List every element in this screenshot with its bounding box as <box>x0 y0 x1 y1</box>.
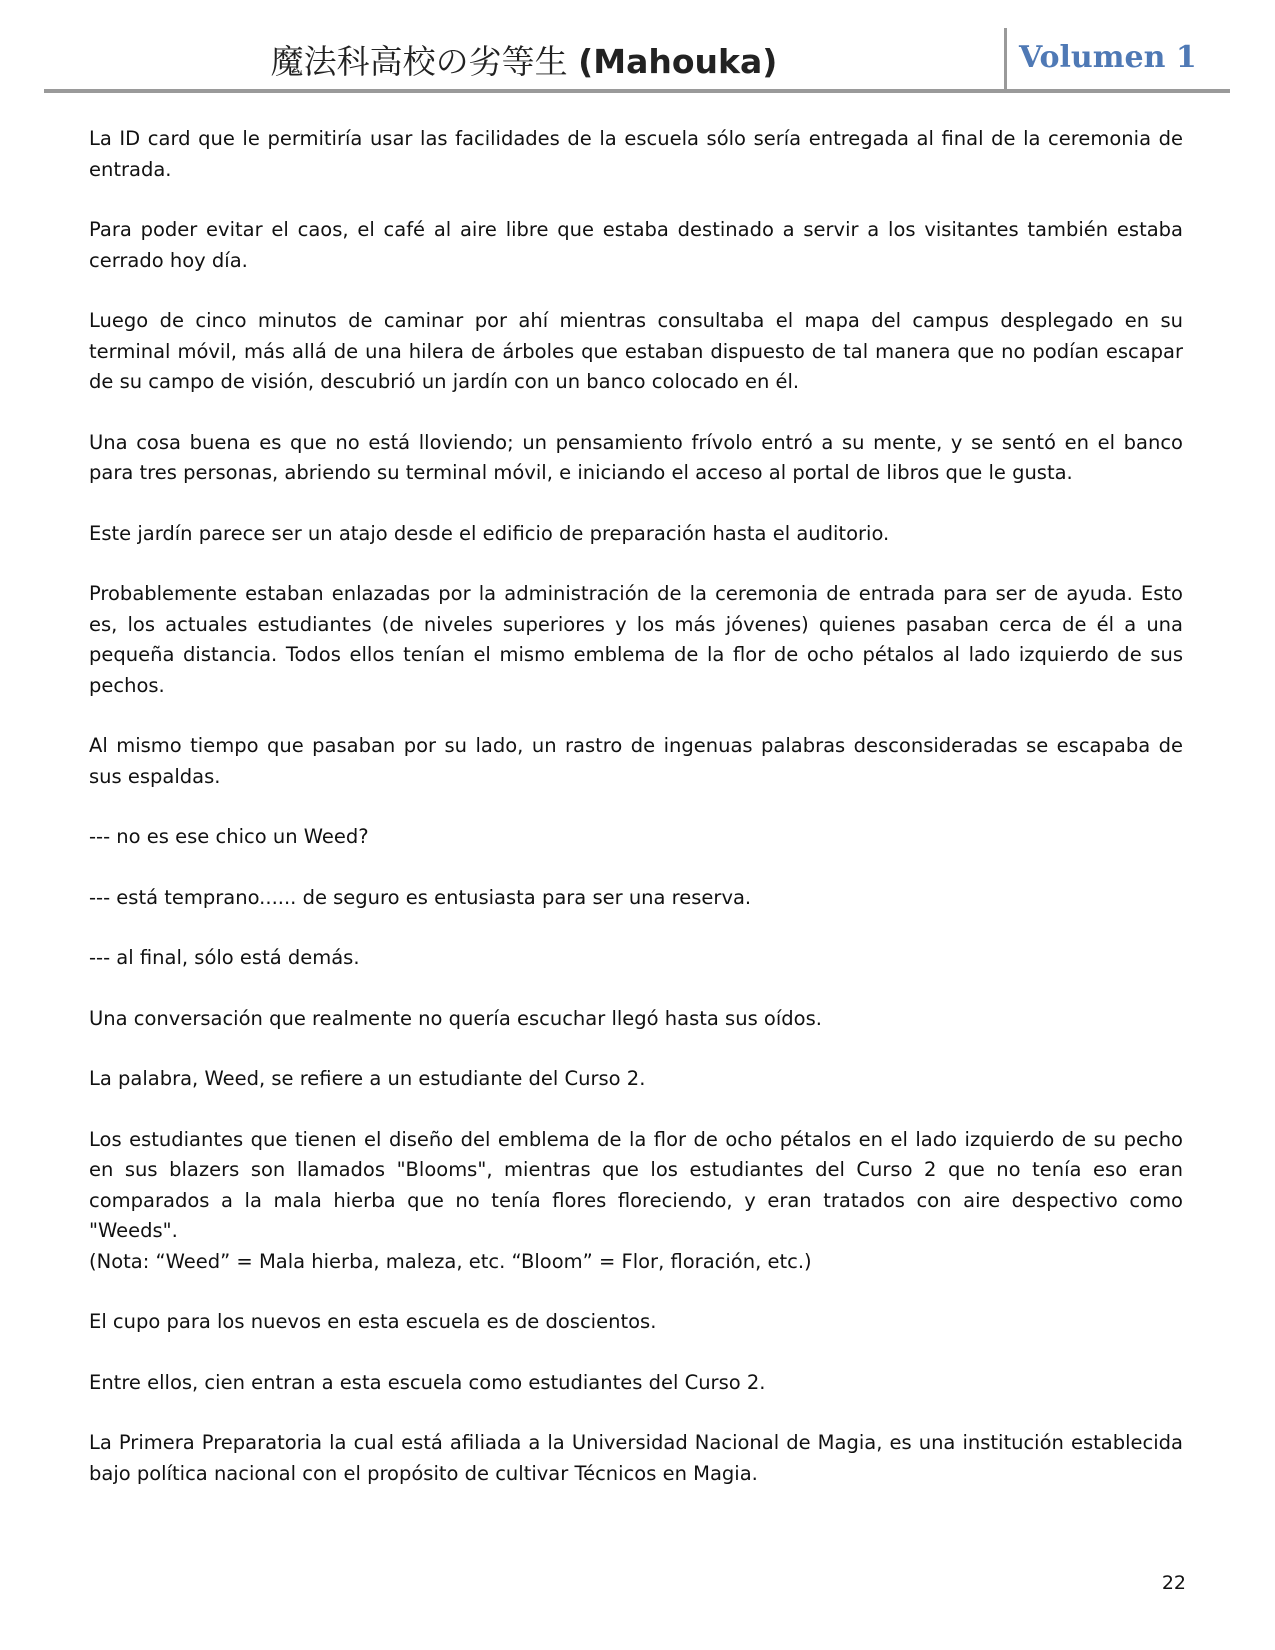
header-rule <box>44 89 1230 93</box>
book-title-romanized: (Mahouka) <box>578 42 778 81</box>
header-vertical-divider <box>1004 28 1007 90</box>
paragraph: Al mismo tiempo que pasaban por su lado, un rastro de ingenuas palabras desconsideradas se escapaba de sus espaldas. <box>89 734 1183 788</box>
book-title <box>44 36 1004 83</box>
paragraph: Una conversación que realmente no quería escuchar llegó hasta sus oídos. <box>89 1006 822 1030</box>
paragraph: Probablemente estaban enlazadas por la administración de la ceremonia de entrada para ser de ayuda. Esto es, los actuales estudiantes (de niveles superiores y los más jóvenes) quienes pasaban cerca de él a una pequeña distancia. Todos ellos tenían el mismo emblema de la flor de ocho pétalos al lado izquierdo de sus pechos. <box>89 582 1183 697</box>
page-body <box>89 124 1183 1519</box>
paragraph: Luego de cinco minutos de caminar por ahí mientras consultaba el mapa del campus desplegado en su terminal móvil, más allá de una hilera de árboles que estaban dispuesto de tal manera que no podían escapar de su campo de visión, descubrió un jardín con un banco colocado en él. <box>89 309 1183 393</box>
paragraph: El cupo para los nuevos en esta escuela es de doscientos. <box>89 1310 657 1333</box>
translator-note: (Nota: “Weed” = Mala hierba, maleza, etc. “Bloom” = Flor, floración, etc.) <box>89 1249 812 1273</box>
paragraph: Una cosa buena es que no está lloviendo; un pensamiento frívolo entró a su mente, y se sentó en el banco para tres personas, abriendo su terminal móvil, e iniciando el acceso al portal de libros que le gusta. <box>89 430 1183 484</box>
paragraph: Para poder evitar el caos, el café al aire libre que estaba destinado a servir a los visitantes también estaba cerrado hoy día. <box>89 218 1183 272</box>
paragraph: La ID card que le permitiría usar las facilidades de la escuela sólo sería entregada al final de la ceremonia de entrada. <box>89 127 1183 181</box>
paragraph: La palabra, Weed, se refiere a un estudiante del Curso 2. <box>89 1067 646 1090</box>
book-title-japanese: 魔法科高校の劣等生 <box>270 42 568 81</box>
dialogue-line: --- al final, sólo está demás. <box>89 946 360 969</box>
paragraph: La Primera Preparatoria la cual está afiliada a la Universidad Nacional de Magia, es una institución establecida bajo política nacional con el propósito de cultivar Técnicos en Magia. <box>89 1431 1183 1485</box>
paragraph: Los estudiantes que tienen el diseño del emblema de la flor de ocho pétalos en el lado izquierdo de su pecho en sus blazers son llamados "Blooms", mientras que los estudiantes del Curso 2 que no tenía eso eran comparados a la mala hierba que no tenía flores floreciendo, y eran tratados con aire despectivo como "Weeds". <box>89 1127 1183 1242</box>
volume-label: Volumen 1 <box>1019 40 1197 75</box>
dialogue-line: --- no es ese chico un Weed? <box>89 825 369 848</box>
page-header <box>44 26 1230 92</box>
paragraph: Entre ellos, cien entran a esta escuela como estudiantes del Curso 2. <box>89 1370 766 1394</box>
page-number: 22 <box>1161 1572 1186 1594</box>
dialogue-line: --- está temprano...... de seguro es entusiasta para ser una reserva. <box>89 885 752 909</box>
paragraph: Este jardín parece ser un atajo desde el edificio de preparación hasta el auditorio. <box>89 521 890 545</box>
